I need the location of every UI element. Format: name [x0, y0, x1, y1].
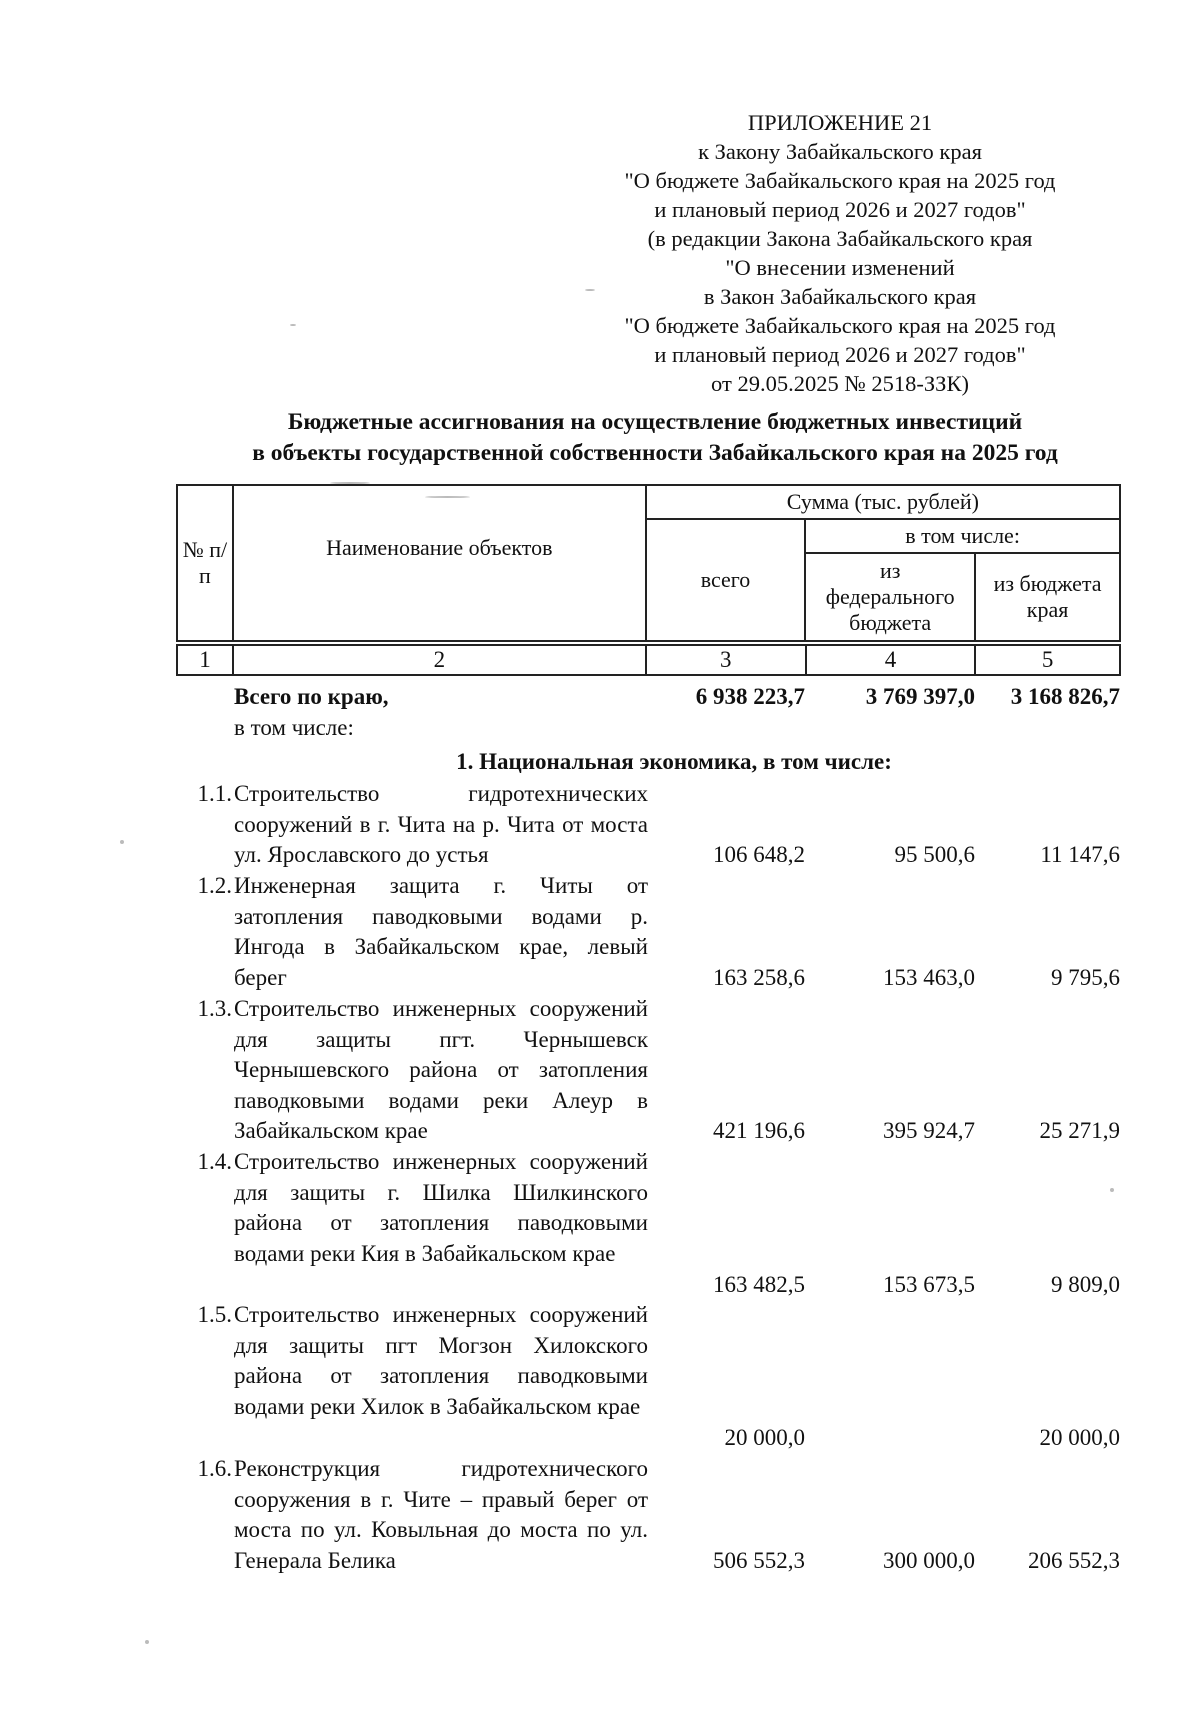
item-total: 20 000,0 — [724, 1425, 805, 1450]
table-header — [176, 484, 1121, 642]
appendix-line: от 29.05.2025 № 2518-ЗЗК) — [711, 371, 969, 396]
grand-total-regional: 3 168 826,7 — [1010, 684, 1120, 709]
col-number: 4 — [806, 645, 976, 675]
item-name: Строительство инженерных сооружений для защиты пгт. Чернышевск Чернышевского района от затопления паводковыми водами реки Алеур в Забайкальском крае — [234, 996, 648, 1143]
appendix-line: "О бюджете Забайкальского края на 2025 год — [624, 168, 1056, 193]
item-regional: 11 147,6 — [1040, 842, 1120, 867]
appendix-line: и плановый период 2026 и 2027 годов" — [654, 342, 1026, 367]
scan-speck — [120, 840, 124, 844]
item-number: 1.3. — [197, 996, 232, 1021]
col-number: 2 — [233, 645, 646, 675]
header-name: Наименование объектов — [233, 485, 646, 641]
item-number: 1.1. — [197, 781, 232, 806]
grand-total-total: 6 938 223,7 — [695, 684, 805, 709]
item-regional: 206 552,3 — [1028, 1548, 1120, 1573]
header-total: всего — [646, 519, 806, 641]
item-name: Строительство гидротехнических сооружений в г. Чита на р. Чита от моста ул. Ярославского до устья — [234, 781, 648, 867]
col-number: 1 — [177, 645, 233, 675]
item-regional: 9 795,6 — [1051, 965, 1120, 990]
item-number: 1.6. — [197, 1456, 232, 1481]
appendix-line: к Закону Забайкальского края — [698, 139, 982, 164]
header-sum: Сумма (тыс. рублей) — [646, 485, 1120, 519]
item-number: 1.2. — [197, 873, 232, 898]
item-name: Строительство инженерных сооружений для защиты пгт Могзон Хилокского района от затопления паводковыми водами реки Хилок в Забайкальском крае — [234, 1302, 648, 1419]
item-total: 106 648,2 — [713, 842, 805, 867]
col-number: 5 — [975, 645, 1120, 675]
grand-total-federal: 3 769 397,0 — [865, 684, 975, 709]
appendix-line: (в редакции Закона Забайкальского края — [647, 226, 1033, 251]
title-line-1: Бюджетные ассигнования на осуществление бюджетных инвестиций — [287, 409, 1023, 435]
appendix-line: ПРИЛОЖЕНИЕ 21 — [747, 110, 933, 135]
item-federal: 95 500,6 — [894, 842, 975, 867]
item-federal: 395 924,7 — [883, 1118, 975, 1143]
appendix-line: "О бюджете Забайкальского края на 2025 год — [624, 313, 1056, 338]
header-federal: из федерального бюджета — [805, 553, 975, 641]
item-name: Инженерная защита г. Читы от затопления паводковыми водами р. Ингода в Забайкальском крае, левый берег — [234, 873, 648, 990]
scan-speck — [145, 1640, 149, 1644]
item-federal: 153 673,5 — [883, 1272, 975, 1297]
col-number: 3 — [646, 645, 806, 675]
item-regional: 25 271,9 — [1039, 1118, 1120, 1143]
scan-speck — [290, 324, 296, 326]
item-federal: 153 463,0 — [883, 965, 975, 990]
appendix-line: в Закон Забайкальского края — [703, 284, 977, 309]
item-name: Строительство инженерных сооружений для защиты г. Шилка Шилкинского района от затопления паводковыми водами реки Кия в Забайкальском крае — [234, 1149, 648, 1266]
item-number: 1.5. — [197, 1302, 232, 1327]
scan-speck — [425, 496, 470, 498]
grand-total-including: в том числе: — [234, 715, 354, 740]
item-number: 1.4. — [197, 1149, 232, 1174]
item-total: 506 552,3 — [713, 1548, 805, 1573]
document-title — [130, 407, 1180, 469]
item-federal: 300 000,0 — [883, 1548, 975, 1573]
item-total: 163 482,5 — [713, 1272, 805, 1297]
header-no: № п/п — [177, 485, 233, 641]
grand-total-label: Всего по краю, — [234, 684, 389, 709]
item-total: 163 258,6 — [713, 965, 805, 990]
scan-speck — [330, 482, 370, 484]
header-including: в том числе: — [805, 519, 1120, 553]
item-regional: 9 809,0 — [1051, 1272, 1120, 1297]
title-line-2: в объекты государственной собственности Забайкальского края на 2025 год — [252, 440, 1058, 466]
scan-speck — [1110, 1188, 1114, 1192]
column-numbers-row — [176, 644, 1121, 676]
appendix-line: "О внесении изменений — [725, 255, 955, 280]
appendix-header — [580, 108, 1100, 398]
item-name: Реконструкция гидротехнического сооружения в г. Чите – правый берег от моста по ул. Ковыльная до моста по ул. Генерала Белика — [234, 1456, 648, 1573]
appendix-line: и плановый период 2026 и 2027 годов" — [654, 197, 1026, 222]
section-title: 1. Национальная экономика, в том числе: — [456, 749, 892, 774]
scan-speck — [585, 289, 595, 291]
item-total: 421 196,6 — [713, 1118, 805, 1143]
item-regional: 20 000,0 — [1039, 1425, 1120, 1450]
header-regional: из бюджета края — [975, 553, 1120, 641]
